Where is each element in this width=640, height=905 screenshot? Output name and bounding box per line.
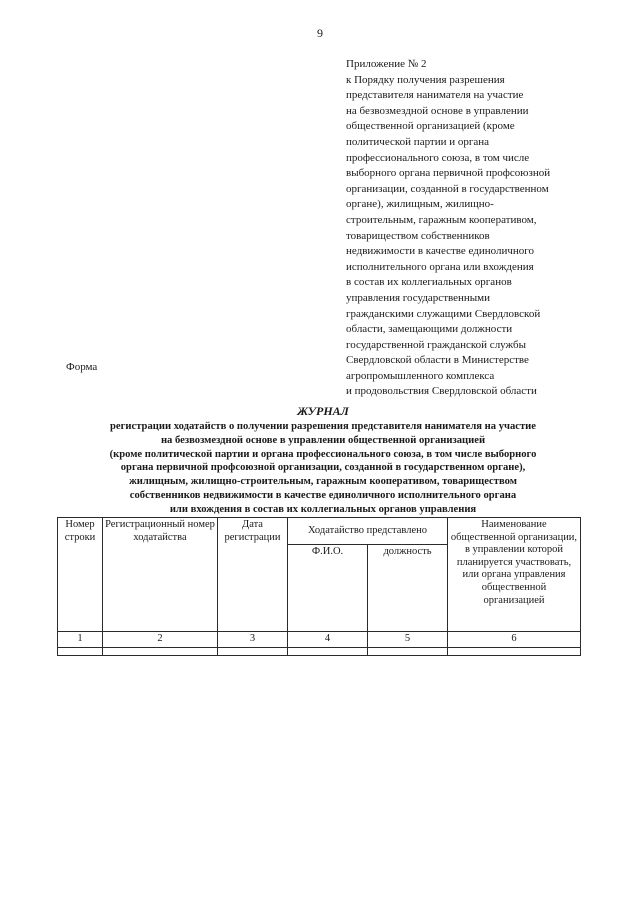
appendix-line: исполнительного органа или вхождения <box>346 260 534 273</box>
journal-subtitle-line: на безвозмездной основе в управлении общественной организацией <box>160 434 486 446</box>
table-cell <box>448 647 581 655</box>
table-cell <box>218 647 288 655</box>
appendix-line: товариществом собственников <box>346 229 490 242</box>
journal-subtitle-line: регистрации ходатайств о получении разрешения представителя нанимателя на участие <box>110 421 536 432</box>
column-number: 2 <box>103 632 218 648</box>
header-petition-group: Ходатайство представлено <box>288 518 448 545</box>
appendix-line: общественной организацией (кроме <box>346 120 515 133</box>
header-row-number: Номер строки <box>58 518 103 632</box>
appendix-line: к Порядку получения разрешения <box>346 73 505 86</box>
appendix-line: недвижимости в качестве единоличного <box>346 245 535 258</box>
column-number: 4 <box>288 632 368 648</box>
appendix-line: агропромышленного комплекса <box>346 369 495 382</box>
column-number: 3 <box>218 632 288 648</box>
journal-title-block <box>40 404 606 517</box>
journal-subtitle-line: (кроме политической партии и органа профессионального союза, в том числе выборного <box>109 448 537 460</box>
appendix-line: на безвозмездной основе в управлении <box>346 104 529 117</box>
appendix-line: профессионального союза, в том числе <box>346 151 530 164</box>
table-cell <box>103 647 218 655</box>
appendix-line: и продовольствия Свердловской области <box>346 385 537 398</box>
appendix-line: строительным, гаражным кооперативом, <box>346 213 537 226</box>
appendix-line: выборного органа первичной профсоюзной <box>346 167 551 180</box>
journal-table <box>57 517 581 656</box>
header-fio: Ф.И.О. <box>288 545 368 632</box>
appendix-line: организации, созданной в государственном <box>346 182 549 195</box>
column-number-row <box>58 632 581 648</box>
appendix-line: политической партии и органа <box>346 135 490 148</box>
appendix-line: Свердловской области в Министерстве <box>346 354 529 367</box>
journal-subtitle-line: или вхождения в состав их коллегиальных органов управления <box>169 503 477 515</box>
journal-subtitle-line: жилищным, жилищно-строительным, гаражным кооперативом, товариществом <box>129 476 517 488</box>
appendix-line: представителя нанимателя на участие <box>346 89 524 102</box>
table-header-row <box>58 518 581 545</box>
page-number: 9 <box>317 26 323 40</box>
form-label: Форма <box>66 361 98 373</box>
appendix-line: области, замещающими должности <box>346 323 513 336</box>
header-reg-date: Дата регистрации <box>218 518 288 632</box>
column-number: 5 <box>368 632 448 648</box>
appendix-line: государственной гражданской службы <box>346 338 526 351</box>
header-org-name: Наименование общественной организации, в управлении которой планируется участвовать, или органа управления общественной организацией <box>448 518 581 632</box>
appendix-line: в состав их коллегиальных органов <box>346 276 512 289</box>
header-position: должность <box>368 545 448 632</box>
journal-subtitle-line: собственников недвижимости в качестве единоличного исполнительного органа <box>129 489 517 501</box>
appendix-line: органе), жилищным, жилищно- <box>346 198 494 211</box>
column-number: 1 <box>58 632 103 648</box>
journal-title: ЖУРНАЛ <box>297 404 349 418</box>
appendix-line: управления государственными <box>346 291 491 304</box>
journal-subtitle-line: органа первичной профсоюзной организации, созданной в государственном органе), <box>120 462 526 474</box>
column-number: 6 <box>448 632 581 648</box>
table-cell <box>58 647 103 655</box>
header-reg-number: Регистрационный номер ходатайства <box>103 518 218 632</box>
appendix-line: гражданскими служащими Свердловской <box>346 307 541 320</box>
table-row <box>58 647 581 655</box>
appendix-line: Приложение № 2 <box>346 58 427 70</box>
table-cell <box>288 647 368 655</box>
appendix-block <box>346 57 596 400</box>
table-cell <box>368 647 448 655</box>
